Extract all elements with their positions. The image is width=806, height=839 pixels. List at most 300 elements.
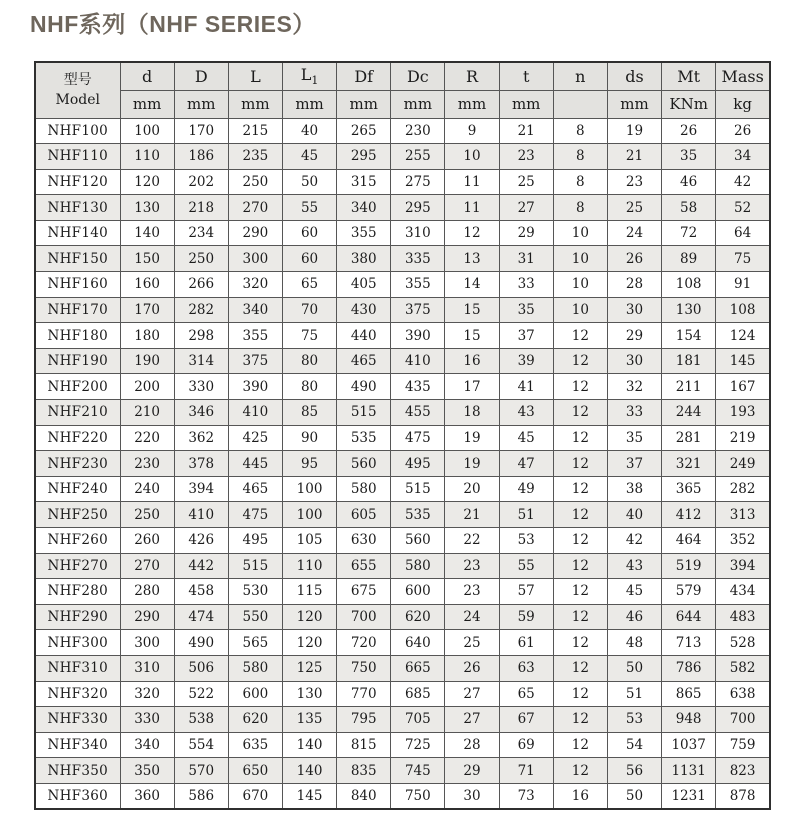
value-cell: 483 — [716, 604, 770, 630]
value-cell: 37 — [607, 451, 661, 477]
value-cell: 495 — [228, 528, 282, 554]
value-cell: 60 — [282, 246, 336, 272]
value-cell: 12 — [553, 348, 607, 374]
value-cell: 350 — [120, 758, 174, 784]
value-cell: 425 — [228, 425, 282, 451]
value-cell: 130 — [120, 195, 174, 221]
value-cell: 12 — [553, 323, 607, 349]
value-cell: 282 — [716, 476, 770, 502]
value-cell: 75 — [282, 323, 336, 349]
value-cell: 314 — [174, 348, 228, 374]
value-cell: 538 — [174, 707, 228, 733]
model-cell: NHF260 — [35, 528, 120, 554]
value-cell: 362 — [174, 425, 228, 451]
value-cell: 71 — [499, 758, 553, 784]
model-cell: NHF350 — [35, 758, 120, 784]
header-unit-l: mm — [228, 90, 282, 118]
value-cell: 670 — [228, 783, 282, 809]
value-cell: 16 — [553, 783, 607, 809]
value-cell: 12 — [553, 630, 607, 656]
value-cell: 249 — [716, 451, 770, 477]
value-cell: 12 — [553, 400, 607, 426]
value-cell: 30 — [607, 297, 661, 323]
value-cell: 600 — [228, 681, 282, 707]
value-cell: 40 — [282, 118, 336, 144]
value-cell: 23 — [445, 553, 499, 579]
value-cell: 100 — [282, 502, 336, 528]
value-cell: 181 — [662, 348, 716, 374]
value-cell: 1231 — [662, 783, 716, 809]
value-cell: 560 — [391, 528, 445, 554]
value-cell: 8 — [553, 144, 607, 170]
value-cell: 713 — [662, 630, 716, 656]
value-cell: 47 — [499, 451, 553, 477]
value-cell: 26 — [716, 118, 770, 144]
value-cell: 282 — [174, 297, 228, 323]
table-row — [35, 323, 770, 349]
value-cell: 19 — [445, 425, 499, 451]
value-cell: 11 — [445, 195, 499, 221]
value-cell: 15 — [445, 297, 499, 323]
value-cell: 35 — [662, 144, 716, 170]
model-cell: NHF250 — [35, 502, 120, 528]
value-cell: 475 — [228, 502, 282, 528]
table-row — [35, 400, 770, 426]
value-cell: 12 — [553, 707, 607, 733]
value-cell: 40 — [607, 502, 661, 528]
model-cell: NHF230 — [35, 451, 120, 477]
table-body — [35, 118, 770, 809]
value-cell: 725 — [391, 732, 445, 758]
value-cell: 89 — [662, 246, 716, 272]
value-cell: 705 — [391, 707, 445, 733]
value-cell: 495 — [391, 451, 445, 477]
value-cell: 865 — [662, 681, 716, 707]
table-row — [35, 732, 770, 758]
value-cell: 675 — [337, 579, 391, 605]
value-cell: 27 — [499, 195, 553, 221]
value-cell: 65 — [282, 272, 336, 298]
table-row — [35, 374, 770, 400]
header-unit-t: mm — [499, 90, 553, 118]
value-cell: 310 — [120, 655, 174, 681]
value-cell: 50 — [607, 783, 661, 809]
value-cell: 240 — [120, 476, 174, 502]
value-cell: 61 — [499, 630, 553, 656]
value-cell: 635 — [228, 732, 282, 758]
value-cell: 29 — [607, 323, 661, 349]
value-cell: 57 — [499, 579, 553, 605]
value-cell: 948 — [662, 707, 716, 733]
value-cell: 28 — [445, 732, 499, 758]
value-cell: 464 — [662, 528, 716, 554]
value-cell: 465 — [337, 348, 391, 374]
value-cell: 125 — [282, 655, 336, 681]
value-cell: 202 — [174, 169, 228, 195]
value-cell: 42 — [716, 169, 770, 195]
value-cell: 19 — [607, 118, 661, 144]
value-cell: 280 — [120, 579, 174, 605]
value-cell: 218 — [174, 195, 228, 221]
header-col-label: D — [194, 66, 208, 86]
value-cell: 220 — [120, 425, 174, 451]
value-cell: 12 — [445, 220, 499, 246]
header-col-label: Df — [354, 66, 374, 86]
header-col-subscript: 1 — [311, 74, 319, 88]
header-col-d — [120, 62, 174, 90]
table-row — [35, 528, 770, 554]
value-cell: 135 — [282, 707, 336, 733]
value-cell: 579 — [662, 579, 716, 605]
value-cell: 295 — [391, 195, 445, 221]
header-col-d — [174, 62, 228, 90]
value-cell: 750 — [337, 655, 391, 681]
value-cell: 426 — [174, 528, 228, 554]
value-cell: 12 — [553, 502, 607, 528]
table-row — [35, 220, 770, 246]
value-cell: 230 — [120, 451, 174, 477]
value-cell: 340 — [120, 732, 174, 758]
page-title: NHF系列（NHF SERIES） — [30, 11, 316, 37]
header-col-mass — [716, 62, 770, 90]
value-cell: 26 — [445, 655, 499, 681]
header-col-r — [445, 62, 499, 90]
value-cell: 56 — [607, 758, 661, 784]
value-cell: 75 — [716, 246, 770, 272]
value-cell: 410 — [228, 400, 282, 426]
value-cell: 655 — [337, 553, 391, 579]
value-cell: 12 — [553, 451, 607, 477]
value-cell: 69 — [499, 732, 553, 758]
value-cell: 12 — [553, 579, 607, 605]
value-cell: 275 — [391, 169, 445, 195]
value-cell: 355 — [337, 220, 391, 246]
model-cell: NHF240 — [35, 476, 120, 502]
value-cell: 340 — [228, 297, 282, 323]
value-cell: 665 — [391, 655, 445, 681]
header-col-label: Dc — [406, 66, 429, 86]
value-cell: 22 — [445, 528, 499, 554]
value-cell: 120 — [282, 604, 336, 630]
value-cell: 17 — [445, 374, 499, 400]
model-cell: NHF310 — [35, 655, 120, 681]
table-row — [35, 297, 770, 323]
value-cell: 365 — [662, 476, 716, 502]
value-cell: 12 — [553, 553, 607, 579]
value-cell: 550 — [228, 604, 282, 630]
value-cell: 215 — [228, 118, 282, 144]
table-row — [35, 348, 770, 374]
header-unit-mass: kg — [716, 90, 770, 118]
value-cell: 49 — [499, 476, 553, 502]
value-cell: 10 — [553, 220, 607, 246]
value-cell: 90 — [282, 425, 336, 451]
model-cell: NHF200 — [35, 374, 120, 400]
value-cell: 43 — [499, 400, 553, 426]
value-cell: 250 — [174, 246, 228, 272]
header-model-label-cn: 型号 — [63, 71, 92, 88]
header-col-label: Mass — [721, 66, 764, 86]
table-row — [35, 655, 770, 681]
value-cell: 29 — [445, 758, 499, 784]
table-row — [35, 681, 770, 707]
value-cell: 355 — [391, 272, 445, 298]
value-cell: 12 — [553, 681, 607, 707]
value-cell: 600 — [391, 579, 445, 605]
model-cell: NHF190 — [35, 348, 120, 374]
value-cell: 515 — [337, 400, 391, 426]
value-cell: 295 — [337, 144, 391, 170]
value-cell: 313 — [716, 502, 770, 528]
value-cell: 1131 — [662, 758, 716, 784]
value-cell: 605 — [337, 502, 391, 528]
value-cell: 244 — [662, 400, 716, 426]
value-cell: 330 — [174, 374, 228, 400]
value-cell: 10 — [553, 246, 607, 272]
value-cell: 25 — [499, 169, 553, 195]
value-cell: 620 — [228, 707, 282, 733]
value-cell: 13 — [445, 246, 499, 272]
value-cell: 52 — [716, 195, 770, 221]
header-col-label: L — [300, 65, 312, 85]
value-cell: 465 — [228, 476, 282, 502]
value-cell: 39 — [499, 348, 553, 374]
value-cell: 442 — [174, 553, 228, 579]
value-cell: 16 — [445, 348, 499, 374]
value-cell: 73 — [499, 783, 553, 809]
model-cell: NHF150 — [35, 246, 120, 272]
value-cell: 375 — [228, 348, 282, 374]
header-unit-d: mm — [174, 90, 228, 118]
value-cell: 235 — [228, 144, 282, 170]
value-cell: 31 — [499, 246, 553, 272]
value-cell: 394 — [174, 476, 228, 502]
value-cell: 29 — [499, 220, 553, 246]
value-cell: 21 — [607, 144, 661, 170]
value-cell: 290 — [120, 604, 174, 630]
value-cell: 435 — [391, 374, 445, 400]
value-cell: 219 — [716, 425, 770, 451]
value-cell: 878 — [716, 783, 770, 809]
value-cell: 145 — [716, 348, 770, 374]
value-cell: 530 — [228, 579, 282, 605]
value-cell: 53 — [499, 528, 553, 554]
value-cell: 405 — [337, 272, 391, 298]
value-cell: 18 — [445, 400, 499, 426]
value-cell: 10 — [553, 297, 607, 323]
value-cell: 9 — [445, 118, 499, 144]
value-cell: 12 — [553, 655, 607, 681]
table-row — [35, 476, 770, 502]
value-cell: 565 — [228, 630, 282, 656]
value-cell: 430 — [337, 297, 391, 323]
value-cell: 720 — [337, 630, 391, 656]
value-cell: 380 — [337, 246, 391, 272]
model-cell: NHF100 — [35, 118, 120, 144]
value-cell: 298 — [174, 323, 228, 349]
value-cell: 582 — [716, 655, 770, 681]
value-cell: 586 — [174, 783, 228, 809]
value-cell: 124 — [716, 323, 770, 349]
header-col-df — [337, 62, 391, 90]
value-cell: 80 — [282, 374, 336, 400]
value-cell: 750 — [391, 783, 445, 809]
nhf-spec-table — [34, 61, 771, 810]
model-cell: NHF170 — [35, 297, 120, 323]
value-cell: 650 — [228, 758, 282, 784]
value-cell: 8 — [553, 169, 607, 195]
value-cell: 281 — [662, 425, 716, 451]
value-cell: 506 — [174, 655, 228, 681]
model-cell: NHF120 — [35, 169, 120, 195]
value-cell: 290 — [228, 220, 282, 246]
value-cell: 140 — [282, 732, 336, 758]
header-col-label: R — [465, 66, 479, 86]
value-cell: 19 — [445, 451, 499, 477]
value-cell: 46 — [607, 604, 661, 630]
table-row — [35, 553, 770, 579]
value-cell: 15 — [445, 323, 499, 349]
value-cell: 378 — [174, 451, 228, 477]
value-cell: 475 — [391, 425, 445, 451]
header-col-n — [553, 62, 607, 90]
value-cell: 340 — [337, 195, 391, 221]
value-cell: 100 — [282, 476, 336, 502]
value-cell: 320 — [228, 272, 282, 298]
value-cell: 51 — [607, 681, 661, 707]
value-cell: 700 — [716, 707, 770, 733]
value-cell: 45 — [282, 144, 336, 170]
model-cell: NHF160 — [35, 272, 120, 298]
value-cell: 11 — [445, 169, 499, 195]
value-cell: 20 — [445, 476, 499, 502]
value-cell: 515 — [391, 476, 445, 502]
value-cell: 390 — [391, 323, 445, 349]
value-cell: 26 — [607, 246, 661, 272]
value-cell: 10 — [553, 272, 607, 298]
value-cell: 250 — [228, 169, 282, 195]
value-cell: 30 — [445, 783, 499, 809]
value-cell: 27 — [445, 681, 499, 707]
value-cell: 640 — [391, 630, 445, 656]
header-unit-df: mm — [337, 90, 391, 118]
value-cell: 352 — [716, 528, 770, 554]
value-cell: 50 — [282, 169, 336, 195]
value-cell: 535 — [337, 425, 391, 451]
table-row — [35, 451, 770, 477]
value-cell: 67 — [499, 707, 553, 733]
value-cell: 85 — [282, 400, 336, 426]
value-cell: 41 — [499, 374, 553, 400]
value-cell: 700 — [337, 604, 391, 630]
value-cell: 560 — [337, 451, 391, 477]
value-cell: 45 — [607, 579, 661, 605]
table-row — [35, 579, 770, 605]
header-col-l — [228, 62, 282, 90]
value-cell: 48 — [607, 630, 661, 656]
value-cell: 170 — [174, 118, 228, 144]
table-row — [35, 246, 770, 272]
value-cell: 10 — [445, 144, 499, 170]
value-cell: 55 — [499, 553, 553, 579]
value-cell: 95 — [282, 451, 336, 477]
value-cell: 434 — [716, 579, 770, 605]
value-cell: 770 — [337, 681, 391, 707]
value-cell: 335 — [391, 246, 445, 272]
value-cell: 12 — [553, 758, 607, 784]
value-cell: 265 — [337, 118, 391, 144]
value-cell: 35 — [499, 297, 553, 323]
header-col-ds — [607, 62, 661, 90]
table-row — [35, 630, 770, 656]
table-row — [35, 169, 770, 195]
header-col-label: ds — [625, 66, 644, 86]
value-cell: 230 — [391, 118, 445, 144]
value-cell: 65 — [499, 681, 553, 707]
value-cell: 160 — [120, 272, 174, 298]
value-cell: 375 — [391, 297, 445, 323]
value-cell: 490 — [174, 630, 228, 656]
value-cell: 33 — [499, 272, 553, 298]
value-cell: 685 — [391, 681, 445, 707]
table-row — [35, 144, 770, 170]
value-cell: 12 — [553, 425, 607, 451]
value-cell: 394 — [716, 553, 770, 579]
header-col-label: L — [250, 66, 261, 86]
header-unit-l1: mm — [282, 90, 336, 118]
table-row — [35, 707, 770, 733]
value-cell: 474 — [174, 604, 228, 630]
value-cell: 211 — [662, 374, 716, 400]
value-cell: 12 — [553, 732, 607, 758]
value-cell: 28 — [607, 272, 661, 298]
value-cell: 26 — [662, 118, 716, 144]
value-cell: 528 — [716, 630, 770, 656]
header-col-t — [499, 62, 553, 90]
value-cell: 91 — [716, 272, 770, 298]
value-cell: 440 — [337, 323, 391, 349]
value-cell: 150 — [120, 246, 174, 272]
value-cell: 321 — [662, 451, 716, 477]
value-cell: 130 — [282, 681, 336, 707]
value-cell: 12 — [553, 604, 607, 630]
value-cell: 50 — [607, 655, 661, 681]
header-col-l1 — [282, 62, 336, 90]
value-cell: 53 — [607, 707, 661, 733]
value-cell: 8 — [553, 195, 607, 221]
value-cell: 72 — [662, 220, 716, 246]
value-cell: 310 — [391, 220, 445, 246]
value-cell: 835 — [337, 758, 391, 784]
header-col-dc — [391, 62, 445, 90]
value-cell: 410 — [391, 348, 445, 374]
table-row — [35, 604, 770, 630]
value-cell: 210 — [120, 400, 174, 426]
value-cell: 23 — [499, 144, 553, 170]
header-row-names — [35, 62, 770, 90]
model-cell: NHF330 — [35, 707, 120, 733]
header-unit-n — [553, 90, 607, 118]
value-cell: 840 — [337, 783, 391, 809]
value-cell: 110 — [282, 553, 336, 579]
value-cell: 266 — [174, 272, 228, 298]
model-cell: NHF130 — [35, 195, 120, 221]
value-cell: 145 — [282, 783, 336, 809]
value-cell: 270 — [228, 195, 282, 221]
value-cell: 12 — [553, 528, 607, 554]
header-unit-r: mm — [445, 90, 499, 118]
model-cell: NHF320 — [35, 681, 120, 707]
